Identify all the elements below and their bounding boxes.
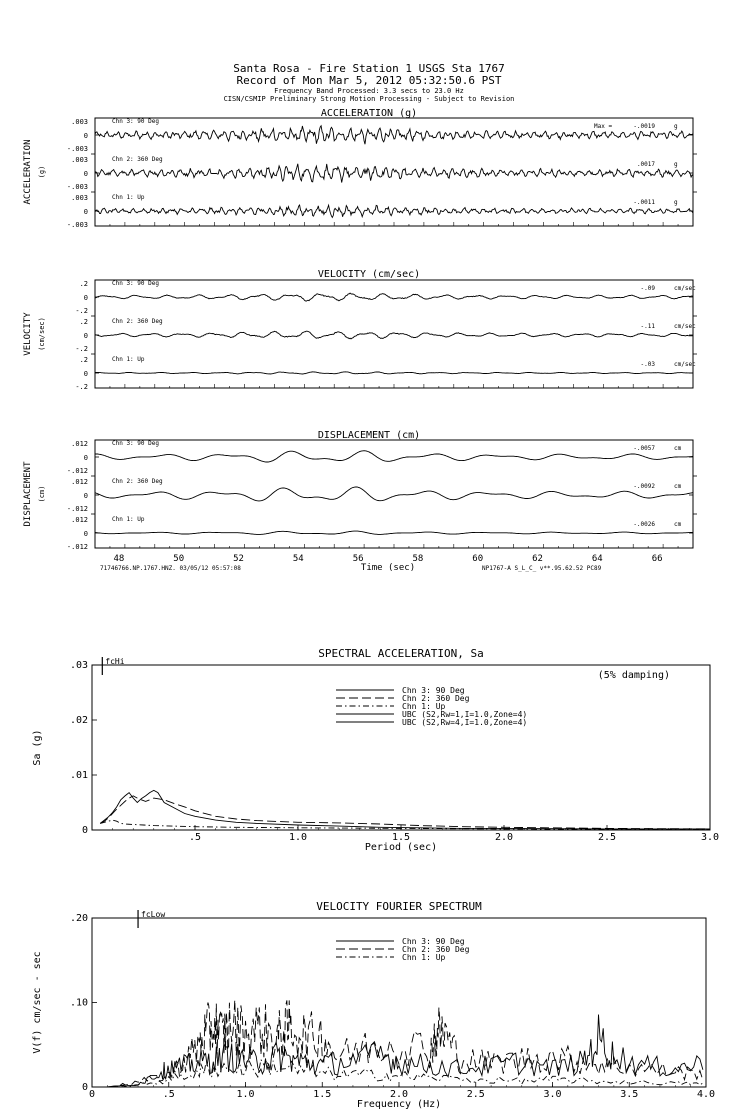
velocity-ytick-top-0: .2 bbox=[79, 280, 88, 288]
displacement-peak-2: -.0026 bbox=[633, 521, 655, 528]
acceleration-peak-unit-0: g bbox=[674, 123, 678, 130]
time-tick-label: 48 bbox=[113, 554, 125, 564]
spectrum-0-xtick-label: 1.0 bbox=[288, 832, 308, 843]
spectrum-1-ytick-label: .10 bbox=[69, 997, 88, 1009]
displacement-frame bbox=[95, 440, 693, 548]
time-tick-label: 54 bbox=[292, 554, 304, 564]
time-tick-label: 64 bbox=[591, 554, 603, 564]
velocity-ytick-top-2: .2 bbox=[79, 356, 88, 364]
spectrum-0-legend-entry: Chn 2: 360 Deg bbox=[402, 694, 470, 703]
displacement-ylabel: DISPLACEMENT bbox=[23, 461, 33, 527]
displacement-peak-1: -.0092 bbox=[633, 483, 655, 490]
spectrum-0-ytick-label: .01 bbox=[69, 770, 88, 781]
time-tick-label: 58 bbox=[412, 554, 424, 564]
spectrum-0-legend-entry: Chn 3: 90 Deg bbox=[402, 686, 465, 695]
spectrum-1-legend-entry: Chn 3: 90 Deg bbox=[402, 937, 465, 946]
velocity-peak-unit-1: cm/sec bbox=[674, 323, 696, 330]
displacement-ytick-zero-2: 0 bbox=[83, 530, 88, 538]
spectrum-0-annotation: (5% damping) bbox=[597, 670, 670, 681]
displacement-ytick-bottom-0: -.012 bbox=[66, 467, 88, 475]
time-tick-label: 62 bbox=[532, 554, 543, 564]
acceleration-ytick-zero-0: 0 bbox=[83, 132, 88, 140]
spectrum-1-xtick-label: 3.5 bbox=[620, 1089, 639, 1100]
time-tick-label: 56 bbox=[352, 554, 364, 564]
displacement-title: DISPLACEMENT (cm) bbox=[317, 430, 421, 441]
frequency-band: Frequency Band Processed: 3.3 secs to 23.0 Hz bbox=[274, 87, 464, 95]
displacement-ytick-top-0: .012 bbox=[71, 440, 88, 448]
acceleration-ytick-top-1: .003 bbox=[71, 156, 88, 164]
acceleration-frame bbox=[95, 118, 693, 226]
spectrum-0-ylabel: Sa (g) bbox=[32, 729, 43, 766]
spectrum-1-xtick-label: 0 bbox=[88, 1089, 96, 1100]
acceleration-ytick-bottom-0: -.003 bbox=[66, 145, 88, 153]
acceleration-ytick-zero-2: 0 bbox=[83, 208, 88, 216]
spectrum-1-xtick-label: 4.0 bbox=[696, 1089, 716, 1100]
acceleration-ylabel: ACCELERATION bbox=[23, 139, 33, 205]
spectrum-1-xtick-label: 2.5 bbox=[466, 1089, 485, 1100]
displacement-peak-unit-2: cm bbox=[674, 521, 682, 528]
acceleration-unit-label: (g) bbox=[38, 165, 46, 179]
time-axis-label: Time (sec) bbox=[360, 563, 416, 573]
spectrum-1-ytick-label: 0 bbox=[81, 1082, 88, 1093]
time-tick-label: 52 bbox=[233, 554, 244, 564]
spectrum-1-legend-entry: Chn 2: 360 Deg bbox=[402, 945, 470, 954]
spectrum-0-frame bbox=[92, 665, 710, 830]
spectrum-0-xtick-label: 2.5 bbox=[597, 832, 617, 843]
acceleration-peak-2: -.0011 bbox=[633, 199, 655, 206]
velocity-peak-0: -.09 bbox=[640, 285, 655, 292]
displacement-unit-label: (cm) bbox=[38, 485, 46, 503]
velocity-peak-unit-0: cm/sec bbox=[674, 285, 696, 292]
acceleration-waveform-1 bbox=[95, 164, 693, 183]
time-tick-label: 50 bbox=[173, 554, 185, 564]
acceleration-ytick-bottom-2: -.003 bbox=[66, 221, 88, 229]
velocity-peak-2: -.03 bbox=[640, 361, 655, 368]
velocity-title: VELOCITY (cm/sec) bbox=[317, 269, 421, 280]
acceleration-peak-unit-2: g bbox=[674, 199, 678, 206]
velocity-ytick-bottom-2: -.2 bbox=[75, 383, 88, 391]
processing-id: NP1767-A S_L_C_ v**.95.62.52 PC89 bbox=[482, 565, 602, 572]
velocity-ytick-zero-2: 0 bbox=[83, 370, 88, 378]
velocity-ylabel: VELOCITY bbox=[23, 312, 33, 356]
displacement-waveform-1 bbox=[95, 487, 693, 501]
spectrum-1-ylabel: V(f) cm/sec - sec bbox=[32, 951, 43, 1054]
spectrum-1-marker-label: fcLow bbox=[141, 910, 166, 919]
spectrum-0-xtick-label: 1.5 bbox=[391, 832, 411, 843]
spectrum-0-ytick-label: .02 bbox=[69, 715, 88, 726]
spectrum-1-xtick-label: 2.0 bbox=[389, 1089, 409, 1100]
acceleration-title: ACCELERATION (g) bbox=[320, 108, 418, 119]
acceleration-channel-label-1: Chn 2: 360 Deg bbox=[112, 156, 163, 163]
velocity-peak-unit-2: cm/sec bbox=[674, 361, 696, 368]
acceleration-ytick-bottom-1: -.003 bbox=[66, 183, 88, 191]
processing-disclaimer: CISN/CSMIP Preliminary Strong Motion Processing - Subject to Revision bbox=[223, 95, 515, 103]
record-id: 71746766.NP.1767.HNZ. 03/05/12 05:57:08 bbox=[100, 565, 241, 572]
displacement-ytick-zero-1: 0 bbox=[83, 492, 88, 500]
velocity-ytick-zero-0: 0 bbox=[83, 294, 88, 302]
displacement-ytick-zero-0: 0 bbox=[83, 454, 88, 462]
displacement-channel-label-2: Chn 1: Up bbox=[112, 516, 145, 523]
velocity-ytick-top-1: .2 bbox=[79, 318, 88, 326]
spectrum-0-legend-entry: UBC (S2,Rw=4,I=1.0,Zone=4) bbox=[402, 718, 528, 727]
velocity-channel-label-0: Chn 3: 90 Deg bbox=[112, 280, 159, 287]
displacement-waveform-2 bbox=[95, 531, 693, 534]
spectrum-0-ytick-label: 0 bbox=[81, 825, 88, 836]
spectrum-0-series-1 bbox=[100, 796, 710, 829]
acceleration-channel-label-0: Chn 3: 90 Deg bbox=[112, 118, 159, 125]
spectrum-1-xlabel: Frequency (Hz) bbox=[356, 1099, 442, 1110]
spectrum-1-legend-entry: Chn 1: Up bbox=[402, 953, 446, 962]
spectrum-1-series-1 bbox=[107, 1000, 703, 1087]
spectrum-0-legend-entry: Chn 1: Up bbox=[402, 702, 446, 711]
acceleration-ytick-top-2: .003 bbox=[71, 194, 88, 202]
acceleration-waveform-2 bbox=[95, 205, 693, 217]
displacement-peak-unit-1: cm bbox=[674, 483, 682, 490]
velocity-channel-label-2: Chn 1: Up bbox=[112, 356, 145, 363]
displacement-waveform-0 bbox=[95, 451, 693, 462]
velocity-peak-1: -.11 bbox=[640, 323, 655, 330]
spectrum-0-xlabel: Period (sec) bbox=[364, 842, 438, 853]
time-tick-label: 66 bbox=[651, 554, 663, 564]
spectrum-1-xtick-label: 3.0 bbox=[543, 1089, 562, 1100]
velocity-waveform-1 bbox=[95, 331, 693, 339]
velocity-waveform-2 bbox=[95, 372, 693, 374]
spectrum-0-ytick-label: .03 bbox=[69, 660, 88, 671]
velocity-ytick-bottom-1: -.2 bbox=[75, 345, 88, 353]
spectrum-0-title: SPECTRAL ACCELERATION, Sa bbox=[318, 647, 484, 660]
spectrum-1-ytick-label: .20 bbox=[69, 913, 88, 924]
velocity-waveform-0 bbox=[95, 293, 693, 301]
time-tick-label: 60 bbox=[472, 554, 484, 564]
velocity-ytick-zero-1: 0 bbox=[83, 332, 88, 340]
displacement-peak-0: -.0057 bbox=[633, 445, 655, 452]
spectrum-0-xtick-label: .5 bbox=[188, 832, 202, 843]
acceleration-peak-unit-1: g bbox=[674, 161, 678, 168]
acceleration-ytick-top-0: .003 bbox=[71, 118, 88, 126]
acceleration-peak-0: -.0019 bbox=[633, 123, 655, 130]
displacement-ytick-bottom-2: -.012 bbox=[66, 543, 88, 551]
spectrum-0-marker-label: fcHi bbox=[105, 657, 125, 666]
displacement-channel-label-0: Chn 3: 90 Deg bbox=[112, 440, 159, 447]
velocity-unit-label: (cm/sec) bbox=[38, 317, 46, 351]
displacement-ytick-bottom-1: -.012 bbox=[66, 505, 88, 513]
displacement-ytick-top-2: .012 bbox=[71, 516, 88, 524]
velocity-channel-label-1: Chn 2: 360 Deg bbox=[112, 318, 163, 325]
acceleration-channel-label-2: Chn 1: Up bbox=[112, 194, 145, 201]
velocity-ytick-bottom-0: -.2 bbox=[75, 307, 88, 315]
acceleration-peak-1: .0017 bbox=[636, 161, 655, 168]
max-label: Max = bbox=[594, 123, 613, 130]
displacement-ytick-top-1: .012 bbox=[71, 478, 88, 486]
acceleration-ytick-zero-1: 0 bbox=[83, 170, 88, 178]
spectrum-0-xtick-label: 3.0 bbox=[700, 832, 720, 843]
spectrum-0-legend-entry: UBC (S2,Rw=1,I=1.0,Zone=4) bbox=[402, 710, 528, 719]
title-line-2: Record of Mon Mar 5, 2012 05:32:50.6 PST bbox=[236, 74, 502, 87]
displacement-peak-unit-0: cm bbox=[674, 445, 682, 452]
spectrum-1-xtick-label: 1.5 bbox=[313, 1089, 332, 1100]
spectrum-1-xtick-label: 1.0 bbox=[236, 1089, 255, 1100]
title-line-1: Santa Rosa - Fire Station 1 USGS Sta 1767 bbox=[233, 62, 505, 75]
spectrum-0-xtick-label: 2.0 bbox=[494, 832, 514, 843]
spectrum-1-xtick-label: .5 bbox=[162, 1089, 175, 1100]
spectrum-1-title: VELOCITY FOURIER SPECTRUM bbox=[316, 900, 482, 913]
displacement-channel-label-1: Chn 2: 360 Deg bbox=[112, 478, 163, 485]
